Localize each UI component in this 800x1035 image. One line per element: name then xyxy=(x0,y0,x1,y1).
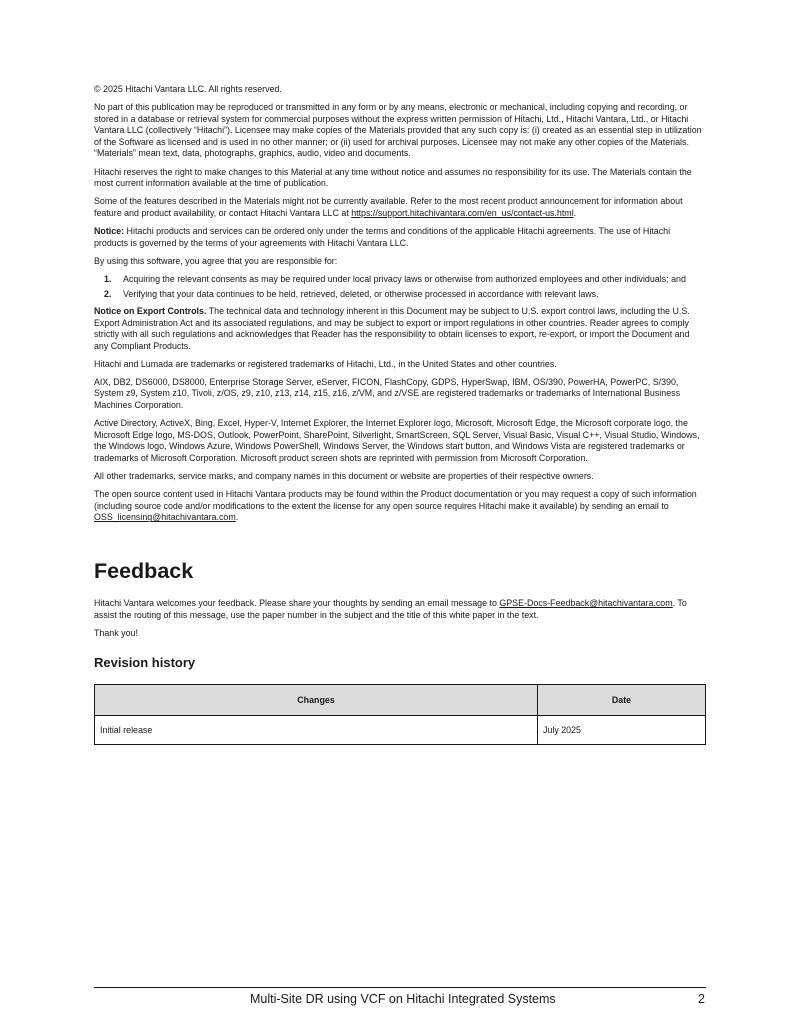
document-page xyxy=(94,84,706,745)
trademark-microsoft: Active Directory, ActiveX, Bing, Excel, Hyper-V, Internet Explorer, the Internet Explorer logo, Microsoft, Microsoft Edge, the Microsoft corporate logo, the Microsoft Edge logo, MS-DOS, Outlook, PowerPoint, SharePoint, Silverlight, SmartScreen, SQL Server, Visual Basic, Visual C++, Visual Studio, Windows, the Windows logo, Windows Azure, Windows PowerShell, Windows Server, the Windows start button, and Windows Vista are registered trademarks or trademarks of Microsoft Corporation. Microsoft product screen shots are reprinted with permission from Microsoft Corporation. xyxy=(94,418,700,463)
responsibility-list xyxy=(94,274,706,301)
feedback-heading: Feedback xyxy=(94,558,194,583)
page-number: 2 xyxy=(698,992,705,1006)
trademark-ibm: AIX, DB2, DS6000, DS8000, Enterprise Storage Server, eServer, FICON, FlashCopy, GDPS, HyperSwap, IBM, OS/390, PowerHA, PowerPC, S/390, System z9, System z10, Tivoli, z/OS, z9, z10, z13, z14, z15, z16, z/VM, and z/VSE are registered trademarks or trademarks of International Business Machines Corporation. xyxy=(94,376,681,411)
using-intro: By using this software, you agree that you are responsible for: xyxy=(94,255,338,266)
feedback-text: Hitachi Vantara welcomes your feedback. Please share your thoughts by sending an email message to xyxy=(94,597,500,608)
export-label: Notice on Export Controls. xyxy=(94,305,207,316)
feedback-text-end: . To assist the routing of this message, use the paper number in the subject and the title of this white paper in the text. xyxy=(94,597,687,620)
list-item xyxy=(94,274,706,286)
list-text: Verifying that your data continues to be held, retrieved, deleted, or otherwise processed in accordance with relevant laws. xyxy=(123,289,599,300)
oss-paragraph xyxy=(94,489,706,524)
list-number: 2. xyxy=(104,289,112,300)
notice-text: Hitachi products and services can be ordered only under the terms and conditions of the applicable Hitachi agreements. The use of Hitachi products is governed by the terms of your agreements with Hitachi Vantara LLC. xyxy=(94,225,671,248)
footer-title: Multi-Site DR using VCF on Hitachi Integrated Systems xyxy=(250,992,556,1006)
notice-label: Notice: xyxy=(94,225,125,236)
revision-history-heading: Revision history xyxy=(94,655,196,671)
list-text: Acquiring the relevant consents as may be required under local privacy laws or otherwise from authorized employees and other individuals; and xyxy=(123,273,686,284)
reproduction-paragraph: No part of this publication may be reproduced or transmitted in any form or by any means, electronic or mechanical, including copying and recording, or stored in a database or retrieval system for commercial purposes without the express written permission of Hitachi, Ltd., Hitachi Vantara, Ltd., or Hitachi Vantara LLC (collectively “Hitachi”). Licensee may make copies of the Materials provided that any such copy is: (i) created as an essential step in utilization of the Software as licensed and is used in no other manner; or (ii) used for archival purposes. Licensee may not make any other copies of the Materials. “Materials” mean text, data, photographs, graphics, audio, video and documents. xyxy=(94,102,702,159)
features-paragraph xyxy=(94,196,706,219)
copyright-notice: © 2025 Hitachi Vantara LLC. All rights reserved. xyxy=(94,84,282,94)
date-column-header: Date xyxy=(538,685,706,716)
export-paragraph xyxy=(94,306,706,352)
list-number: 1. xyxy=(104,273,112,284)
features-text: Some of the features described in the Materials might not be currently available. Refer to the most recent product announcement for information about feature and product availability, or contact Hitachi Vantara LLC at xyxy=(94,196,683,218)
table-row xyxy=(95,716,706,745)
changes-cell: Initial release xyxy=(95,716,538,745)
trademark-other: All other trademarks, service marks, and company names in this document or website are properties of their respective owners. xyxy=(94,471,594,482)
revision-history-table xyxy=(94,684,706,745)
export-text: The technical data and technology inherent in this Document may be subject to U.S. export control laws, including the U.S. Export Administration Act and its associated regulations, and may be subject to export or import regulations in other countries. Reader agrees to comply strictly with all such regulations and acknowledges that Reader has the responsibility to obtain licenses to export, re-export, or import the Document and any Compliant Products. xyxy=(94,305,690,351)
features-end: . xyxy=(573,207,577,218)
changes-column-header: Changes xyxy=(95,685,538,716)
changes-paragraph: Hitachi reserves the right to make changes to this Material at any time without notice and assumes no responsibility for its use. The Materials contain the most current information available at the time of publication. xyxy=(94,166,692,189)
trademark-hitachi: Hitachi and Lumada are trademarks or registered trademarks of Hitachi, Ltd., in the United States and other countries. xyxy=(94,358,557,369)
oss-email-link[interactable]: OSS_licensing@hitachivantara.com xyxy=(94,512,236,523)
date-cell: July 2025 xyxy=(538,716,706,745)
feedback-email-link[interactable]: GPSE-Docs-Feedback@hitachivantara.com xyxy=(499,597,673,608)
notice-paragraph xyxy=(94,226,706,249)
list-item xyxy=(94,289,706,301)
feedback-paragraph xyxy=(94,598,706,621)
oss-text: The open source content used in Hitachi Vantara products may be found within the Product documentation or you may request a copy of such information (including source code and/or modifications to the extent the license for any open source requires Hitachi make it available) by sending an email to xyxy=(94,489,697,511)
footer-divider xyxy=(94,987,706,988)
support-link[interactable]: https://support.hitachivantara.com/en_us/contact-us.html xyxy=(351,207,574,218)
thank-you: Thank you! xyxy=(94,627,138,638)
table-header-row xyxy=(95,685,706,716)
oss-end: . xyxy=(235,512,239,523)
